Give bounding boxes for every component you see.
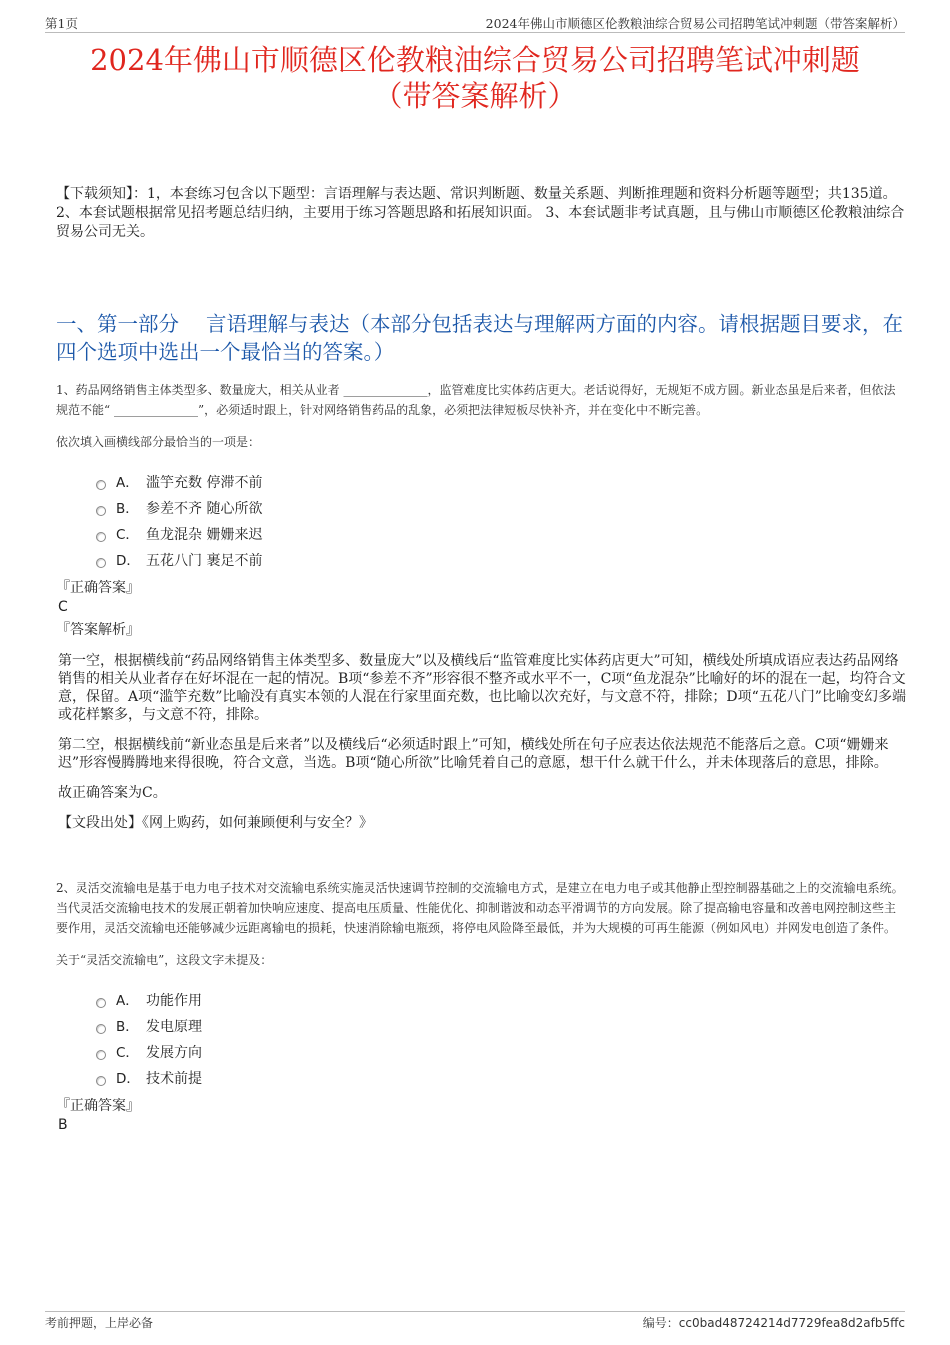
option-letter: B． (116, 1019, 139, 1035)
title-line-2: （带答案解析） (373, 79, 577, 113)
page-footer (45, 1311, 905, 1330)
page-title (40, 42, 910, 114)
source-citation: 【文段出处】《网上购药，如何兼顾便利与安全？》 (58, 815, 373, 831)
correct-answer-label: 『正确答案』 (56, 580, 140, 596)
radio-icon[interactable] (96, 1076, 106, 1086)
option-letter: B． (116, 501, 139, 517)
analysis-conclusion: 故正确答案为C。 (58, 785, 167, 801)
correct-answer-label: 『正确答案』 (56, 1098, 140, 1114)
radio-icon[interactable] (96, 532, 106, 542)
radio-icon[interactable] (96, 1050, 106, 1060)
radio-icon[interactable] (96, 506, 106, 516)
option-a[interactable] (96, 988, 906, 1014)
option-text: 发电原理 (146, 1019, 202, 1035)
footer-code (643, 1314, 905, 1331)
option-text: 功能作用 (146, 993, 202, 1009)
option-b[interactable] (96, 496, 906, 522)
option-letter: A． (116, 993, 139, 1009)
option-c[interactable] (96, 1040, 906, 1066)
option-text: 技术前提 (146, 1071, 202, 1087)
title-line-1: 2024年佛山市顺德区伦教粮油综合贸易公司招聘笔试冲刺题 (90, 43, 860, 77)
footer-code-label: 编号： (642, 1316, 679, 1330)
option-text: 发展方向 (146, 1045, 202, 1061)
correct-answer: B (58, 1117, 68, 1133)
option-c[interactable] (96, 522, 906, 548)
radio-icon[interactable] (96, 558, 106, 568)
question-prompt: 依次填入画横线部分最恰当的一项是： (56, 435, 261, 449)
option-text: 滥竽充数 停滞不前 (146, 475, 263, 491)
section-heading: 一、第一部分 言语理解与表达（本部分包括表达与理解两方面的内容。请根据题目要求，在四个选项中选出一个最恰当的答案。） (56, 312, 904, 364)
option-d[interactable] (96, 548, 906, 574)
option-d[interactable] (96, 1066, 906, 1092)
correct-answer: C (58, 599, 68, 615)
header-doc-title: 2024年佛山市顺德区伦教粮油综合贸易公司招聘笔试冲刺题（带答案解析） (485, 16, 905, 31)
option-text: 参差不齐 随心所欲 (146, 501, 263, 517)
radio-icon[interactable] (96, 998, 106, 1008)
option-letter: D． (116, 553, 140, 569)
analysis-label: 『答案解析』 (56, 622, 140, 638)
option-letter: C． (116, 527, 139, 543)
option-a[interactable] (96, 470, 906, 496)
analysis-paragraph: 第二空，根据横线前“新业态虽是后来者”以及横线后“必须适时跟上”可知，横线处所在句子应表达依法规范不能落后之意。C项“姗姗来迟”形容慢腾腾地来得很晚，符合文意，当选。B项“随心所欲”比喻凭着自己的意愿，想干什么就干什么，并未体现落后的意思，排除。 (58, 737, 889, 771)
analysis-paragraph: 第一空，根据横线前“药品网络销售主体类型多、数量庞大”以及横线后“监管难度比实体药店更大”可知，横线处所填成语应表达药品网络销售的相关从业者存在好坏混在一起的情况。B项“参差不齐”形容很不整齐或水平不一，C项“鱼龙混杂”比喻好的坏的混在一起，均符合文意，保留。A项“滥竽充数”比喻没有真实本领的人混在行家里面充数，也比喻以次充好，与文意不符，排除；D项“五花八门”比喻变幻多端或花样繁多，与文意不符，排除。 (58, 653, 906, 723)
option-letter: C． (116, 1045, 139, 1061)
question-text: 1、药品网络销售主体类型多、数量庞大，相关从业者 ______________，监管难度比实体药店更大。老话说得好，无规矩不成方圆。新业态虽是后来者，但依法规范不能“ ______________”，必须适时跟上，针对网络销售药品的乱象，必须把法律短板尽快补齐，并在变化中不断完善。 (56, 383, 896, 417)
question-1 (56, 380, 906, 832)
page-number: 第1页 (45, 16, 78, 31)
question-text: 2、灵活交流输电是基于电力电子技术对交流输电系统实施灵活快速调节控制的交流输电方式，是建立在电力电子或其他静止型控制器基础之上的交流输电系统。当代灵活交流输电技术的发展正朝着加快响应速度、提高电压质量、性能优化、抑制谐波和动态平滑调节的方向发展。除了提高输电容量和改善电网控制这些主要作用，灵活交流输电还能够减少远距离输电的损耗，快速消除输电瓶颈，将停电风险降至最低，并为大规模的可再生能源（例如风电）并网发电创造了条件。 (56, 881, 904, 935)
page-header (45, 12, 905, 33)
radio-icon[interactable] (96, 480, 106, 490)
options-list (56, 988, 906, 1092)
question-prompt: 关于“灵活交流输电”，这段文字未提及： (56, 953, 273, 967)
radio-icon[interactable] (96, 1024, 106, 1034)
question-2 (56, 878, 906, 1134)
option-text: 五花八门 裹足不前 (146, 553, 263, 569)
option-letter: A． (116, 475, 139, 491)
option-letter: D． (116, 1071, 140, 1087)
download-notice: 【下载须知】：1，本套练习包含以下题型：言语理解与表达题、常识判断题、数量关系题、判断推理题和资料分析题等题型；共135道。 2、本套试题根据常见招考题总结归纳，主要用于练习答题思路和拓展知识面。 3、本套试题非考试真题，且与佛山市顺德区伦教粮油综合贸易公司无关。 (56, 186, 905, 240)
option-b[interactable] (96, 1014, 906, 1040)
option-text: 鱼龙混杂 姗姗来迟 (146, 527, 263, 543)
options-list (56, 470, 906, 574)
footer-code-value: cc0bad48724214d7729fea8d2afb5ffc (678, 1316, 905, 1330)
footer-slogan: 考前押题，上岸必备 (45, 1316, 154, 1330)
